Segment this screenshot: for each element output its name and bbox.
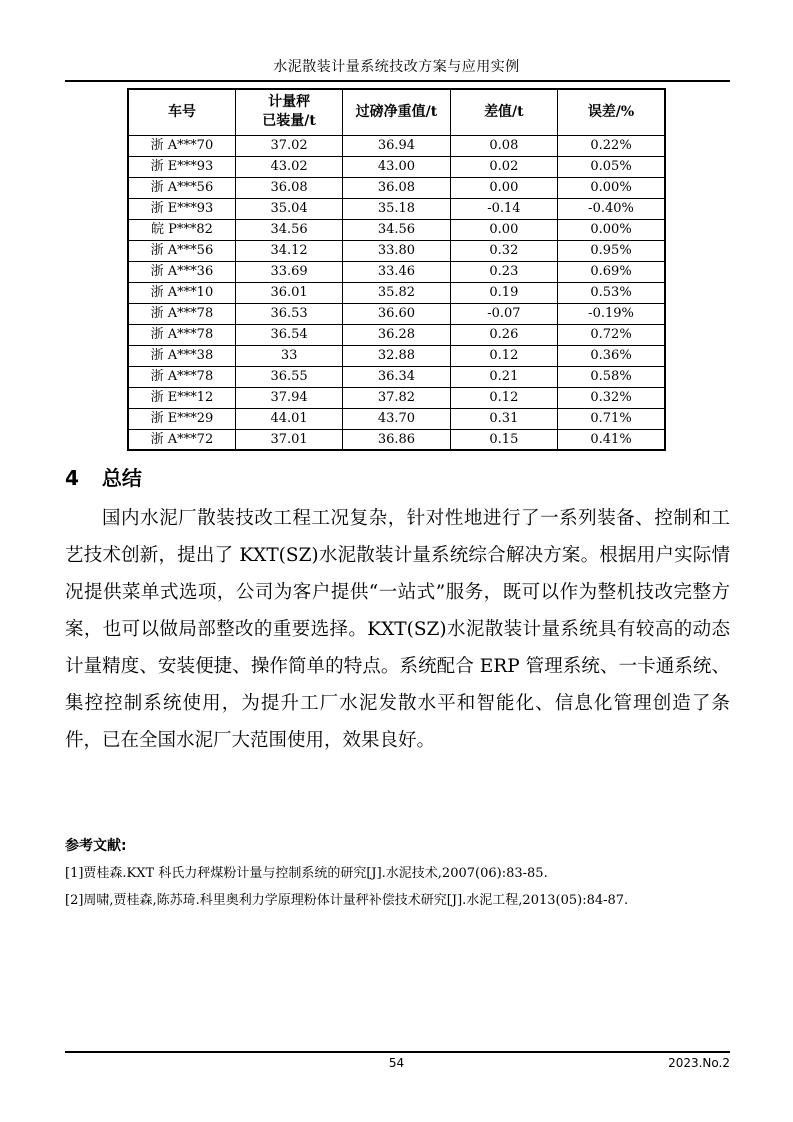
table-cell: 浙 E***93 [128,198,235,219]
table-cell: 36.28 [343,324,450,345]
table-cell: 0.00 [450,177,557,198]
table-cell: 浙 A***56 [128,240,235,261]
footer-rule [65,1051,730,1053]
table-row [128,261,665,282]
table-cell: 0.41% [558,429,665,450]
column-header: 过磅净重值/t [343,89,450,135]
table-row [128,429,665,450]
table-cell: 0.00 [450,219,557,240]
reference-item: [2]周啸,贾桂森,陈苏琦.科里奥利力学原理粉体计量秤补偿技术研究[J].水泥工程,2013(05):84-87. [65,893,629,908]
table-cell: 皖 P***82 [128,219,235,240]
running-title: 水泥散装计量系统技改方案与应用实例 [273,59,520,75]
table-cell: 43.70 [343,408,450,429]
table-cell: 36.55 [235,366,342,387]
column-header: 车号 [128,89,235,135]
table-cell: 0.71% [558,408,665,429]
table-cell: 36.01 [235,282,342,303]
table-cell: 34.12 [235,240,342,261]
table-cell: 33.80 [343,240,450,261]
table-cell: -0.40% [558,198,665,219]
table-cell: 44.01 [235,408,342,429]
column-header: 误差/% [558,89,665,135]
table-cell: 0.32% [558,387,665,408]
table-cell: 0.02 [450,156,557,177]
header-rule [65,80,730,82]
table-cell: 浙 A***38 [128,345,235,366]
table-header-row [128,89,665,135]
table-cell: 36.08 [343,177,450,198]
table-cell: 33 [235,345,342,366]
table-cell: 33.46 [343,261,450,282]
section-number: 4 [65,466,79,490]
table-cell: 浙 A***78 [128,324,235,345]
table-cell: -0.19% [558,303,665,324]
table-row [128,345,665,366]
reference-list [65,860,730,914]
table-cell: 0.12 [450,387,557,408]
table-cell: 36.94 [343,135,450,156]
summary-section [65,464,730,759]
table-cell: 35.18 [343,198,450,219]
table-cell: 浙 E***12 [128,387,235,408]
table-cell: 34.56 [343,219,450,240]
table-row [128,198,665,219]
reference-item: [1]贾桂森.KXT 科氏力秤煤粉计量与控制系统的研究[J].水泥技术,2007(06):83-85. [65,866,548,881]
table-cell: -0.07 [450,303,557,324]
table-cell: 0.72% [558,324,665,345]
table-cell: 浙 A***10 [128,282,235,303]
table-row [128,324,665,345]
table-cell: 0.12 [450,345,557,366]
references-heading: 参考文献: [65,838,127,854]
table-cell: 0.53% [558,282,665,303]
table-cell: 0.32 [450,240,557,261]
table-cell: 36.53 [235,303,342,324]
table-row [128,282,665,303]
table-cell: 0.05% [558,156,665,177]
table-cell: 0.15 [450,429,557,450]
table-row [128,177,665,198]
table-cell: 43.02 [235,156,342,177]
journal-issue: 2023.No.2 [668,1056,730,1070]
table-cell: 0.00% [558,219,665,240]
table-cell: 36.86 [343,429,450,450]
table-cell: 37.01 [235,429,342,450]
table-cell: 0.00% [558,177,665,198]
table-row [128,219,665,240]
table-cell: 35.82 [343,282,450,303]
table-cell: 0.22% [558,135,665,156]
table-cell: 浙 E***93 [128,156,235,177]
table-cell: 36.34 [343,366,450,387]
table-row [128,366,665,387]
table-cell: 0.08 [450,135,557,156]
page-number: 54 [388,1056,405,1070]
table-cell: 32.88 [343,345,450,366]
table-row [128,387,665,408]
section-title: 总结 [101,466,142,490]
table-cell: 浙 A***36 [128,261,235,282]
table-cell: -0.14 [450,198,557,219]
references-section [65,836,730,914]
table-cell: 35.04 [235,198,342,219]
table-cell: 浙 A***56 [128,177,235,198]
table-cell: 0.69% [558,261,665,282]
table-cell: 36.54 [235,324,342,345]
table-cell: 浙 A***70 [128,135,235,156]
table-row [128,303,665,324]
table-cell: 0.23 [450,261,557,282]
table-row [128,156,665,177]
table-cell: 36.60 [343,303,450,324]
table-row [128,240,665,261]
table-row [128,408,665,429]
table-cell: 0.58% [558,366,665,387]
table-cell: 浙 A***72 [128,429,235,450]
table-cell: 33.69 [235,261,342,282]
table-cell: 0.19 [450,282,557,303]
table-cell: 浙 E***29 [128,408,235,429]
table-cell: 37.82 [343,387,450,408]
table-cell: 浙 A***78 [128,366,235,387]
table-cell: 0.26 [450,324,557,345]
measurement-table [127,88,666,451]
table-row [128,135,665,156]
column-header: 计量秤 已装量/t [235,89,342,135]
table-cell: 0.36% [558,345,665,366]
table-cell: 34.56 [235,219,342,240]
table-cell: 0.31 [450,408,557,429]
column-header: 差值/t [450,89,557,135]
table-cell: 37.94 [235,387,342,408]
body-paragraph: 国内水泥厂散装技改工程工况复杂，针对性地进行了一系列装备、控制和工艺技术创新，提出了 KXT(SZ)水泥散装计量系统综合解决方案。根据用户实际情况提供菜单式选项，公司为客户提供“一站式”服务，既可以作为整机技改完整方案，也可以做局部整改的重要选择。KXT(SZ)水泥散装计量系统具有较高的动态计量精度、安装便捷、操作简单的特点。系统配合 ERP 管理系统、一卡通系统、集控控制系统使用，为提升工厂水泥发散水平和智能化、信息化管理创造了条件，已在全国水泥厂大范围使用，效果良好。 [65,508,730,751]
table-cell: 0.21 [450,366,557,387]
table-cell: 0.95% [558,240,665,261]
table-cell: 37.02 [235,135,342,156]
table-cell: 43.00 [343,156,450,177]
section-heading [65,464,730,492]
table-cell: 浙 A***78 [128,303,235,324]
table-cell: 36.08 [235,177,342,198]
